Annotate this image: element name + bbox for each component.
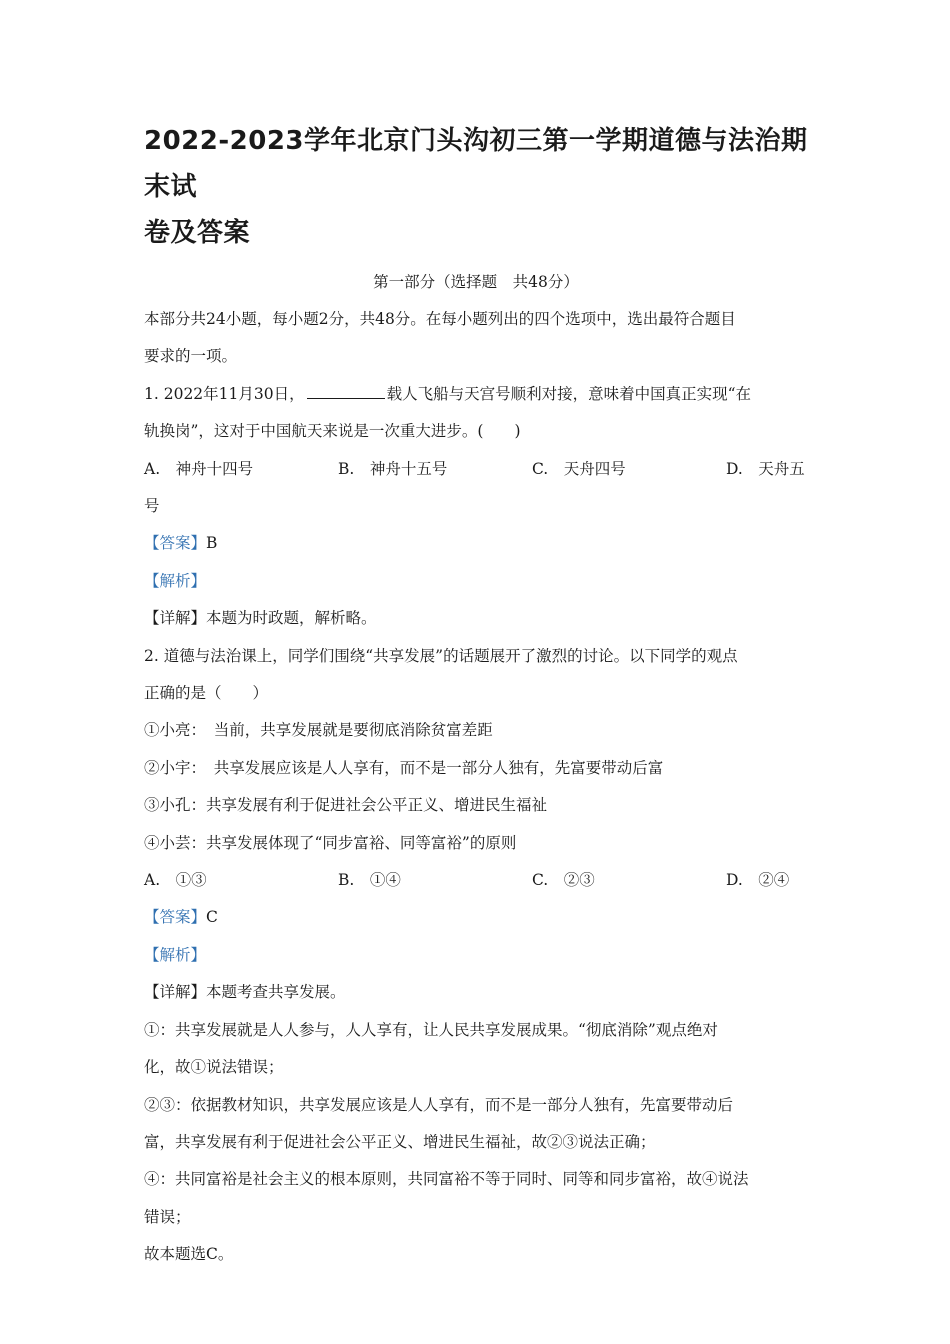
q2-answer-tag: 【答案】	[144, 908, 207, 927]
q2-detail-tag: 【详解】	[144, 983, 207, 1002]
q2-option-c: C. ②③	[532, 871, 595, 890]
q1-options	[144, 451, 808, 488]
q2-explanation-line-4: 富，共享发展有利于促进社会公平正义、增进民生福祉，故②③说法正确；	[144, 1132, 656, 1151]
q1-stem-before-blank: 1. 2022年11月30日，	[144, 384, 305, 403]
q1-detail	[144, 600, 808, 637]
q2-explanation-line-7: 故本题选C。	[144, 1245, 234, 1264]
q2-answer-value: C	[206, 908, 218, 927]
q1-option-c: C. 天舟四号	[532, 459, 626, 478]
q2-answer	[144, 899, 808, 936]
q2-option-d: D. ②④	[726, 871, 790, 890]
q2-detail-text: 本题考查共享发展。	[206, 983, 346, 1002]
q2-option-b: B. ①④	[338, 871, 401, 890]
q1-analysis	[144, 563, 808, 600]
q2-statement-1: ①小亮： 当前，共享发展就是要彻底消除贫富差距	[144, 721, 493, 740]
intro-line-2: 要求的一项。	[144, 347, 238, 366]
q2-explanation-line-3: ②③：依据教材知识，共享发展应该是人人享有，而不是一部分人独有，先富要带动后	[144, 1095, 734, 1114]
q1-answer	[144, 525, 808, 562]
q2-explanation-line-6: 错误；	[144, 1207, 191, 1226]
q2-analysis-tag: 【解析】	[144, 945, 207, 964]
question-2	[144, 638, 808, 1274]
q2-option-a: A. ①③	[144, 871, 207, 890]
q2-statement-3: ③小孔：共享发展有利于促进社会公平正义、增进民生福祉	[144, 796, 548, 815]
title-line-1: 2022-2023学年北京门头沟初三第一学期道德与法治期末试	[144, 126, 808, 202]
q2-explanation-line-5: ④：共同富裕是社会主义的根本原则，共同富裕不等于同时、同等和同步富裕，故④说法	[144, 1170, 749, 1189]
q2-stem-line-1: 2. 道德与法治课上，同学们围绕“共享发展”的话题展开了激烈的讨论。以下同学的观点	[144, 646, 738, 665]
q2-analysis	[144, 937, 808, 974]
q1-option-b: B. 神舟十五号	[338, 459, 448, 478]
q2-detail	[144, 974, 808, 1011]
q1-detail-text: 本题为时政题，解析略。	[206, 609, 377, 628]
q2-statement-2: ②小宇： 共享发展应该是人人享有，而不是一部分人独有，先富要带动后富	[144, 758, 664, 777]
q2-explanation-line-2: 化，故①说法错误；	[144, 1058, 284, 1077]
q1-option-d: D. 天舟五	[726, 459, 805, 478]
q1-detail-tag: 【详解】	[144, 609, 207, 628]
document-page	[144, 118, 808, 1274]
q1-stem-line-1	[144, 376, 808, 413]
q1-analysis-tag: 【解析】	[144, 571, 207, 590]
q1-option-d-wrap: 号	[144, 497, 160, 516]
q2-explanation-line-1: ①：共享发展就是人人参与，人人享有，让人民共享发展成果。“彻底消除”观点绝对	[144, 1020, 718, 1039]
section-heading: 第一部分（选择题 共48分）	[373, 273, 579, 291]
q1-answer-tag: 【答案】	[144, 534, 207, 553]
q1-stem-line-2: 轨换岗”，这对于中国航天来说是一次重大进步。( )	[144, 422, 521, 441]
title-line-2: 卷及答案	[144, 218, 251, 248]
q1-option-a: A. 神舟十四号	[144, 459, 254, 478]
q2-statement-4: ④小芸：共享发展体现了“同步富裕、同等富裕”的原则	[144, 833, 517, 852]
question-1	[144, 376, 808, 638]
q1-answer-value: B	[206, 534, 218, 553]
q2-stem-line-2: 正确的是（ ）	[144, 684, 269, 703]
intro-line-1: 本部分共24小题，每小题2分，共48分。在每小题列出的四个选项中，选出最符合题目	[144, 310, 736, 328]
q2-options	[144, 862, 808, 899]
q1-fill-blank	[307, 382, 385, 399]
q1-stem-after-blank: 载人飞船与天宫号顺利对接，意味着中国真正实现“在	[386, 384, 752, 403]
document-title	[144, 118, 808, 256]
